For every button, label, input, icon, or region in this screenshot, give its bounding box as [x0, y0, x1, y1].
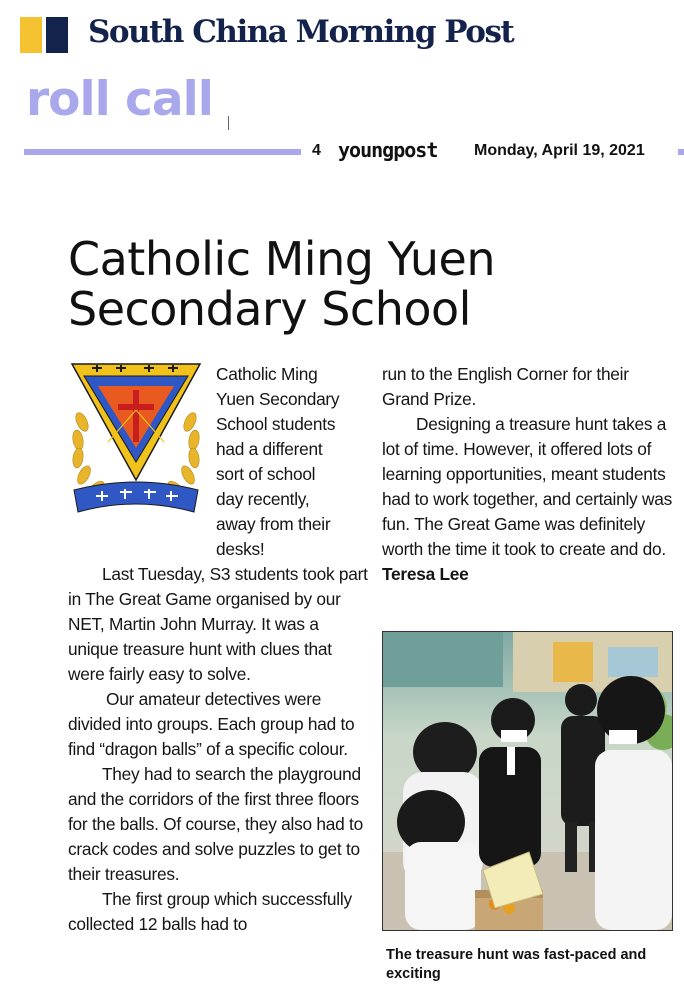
school-crest-icon [68, 362, 204, 520]
header-rule-right [678, 149, 684, 155]
header-rule-left [24, 149, 301, 155]
article-paragraph: Our amateur detectives were divided into groups. Each group had to find “dragon balls” of a specific colour. [68, 689, 355, 759]
brand-navy-block [46, 17, 68, 53]
article-photo [382, 631, 673, 931]
brand-yellow-block [20, 17, 42, 53]
article-paragraph: Designing a treasure hunt takes a lot of time. However, it offered lots of learning opportunities, meant students had to work together, and certainly was fun. The Great Game was definitely worth the time it took to create and do. [382, 414, 672, 559]
article-paragraph: run to the English Corner for their Grand Prize. [382, 364, 629, 409]
article-byline: Teresa Lee [382, 564, 469, 584]
issue-date: Monday, April 19, 2021 [474, 142, 645, 159]
publication-logo: youngpost [338, 138, 438, 162]
intro-line: Yuen Secondary [216, 389, 340, 409]
intro-line: had a different [216, 439, 323, 459]
article-paragraph: They had to search the playground and the corridors of the first three floors for the balls. Of course, they also had to crack codes and solve puzzles to get to their treasures. [68, 764, 363, 884]
intro-line: desks! [216, 539, 265, 559]
intro-line: sort of school [216, 464, 316, 484]
intro-line: day recently, [216, 489, 310, 509]
article-intro [216, 362, 366, 562]
page-number: 4 [312, 142, 321, 159]
article-right-column [382, 362, 674, 587]
intro-line: School students [216, 414, 336, 434]
article-paragraph: The first group which successfully collected 12 balls had to [68, 889, 352, 934]
photo-caption: The treasure hunt was fast-paced and exciting [386, 947, 647, 982]
intro-line: Catholic Ming [216, 364, 318, 384]
newspaper-brand: South China Morning Post [88, 14, 514, 50]
article-headline: Catholic Ming Yuen Secondary School [68, 232, 495, 336]
article-left-column [68, 562, 368, 937]
intro-line: away from their [216, 514, 331, 534]
article-paragraph: Last Tuesday, S3 students took part in The Great Game organised by our NET, Martin John Murray. It was a unique treasure hunt with clues that were fairly easy to solve. [68, 564, 368, 684]
section-title: roll call [26, 72, 213, 127]
section-divider-tick [228, 116, 229, 130]
